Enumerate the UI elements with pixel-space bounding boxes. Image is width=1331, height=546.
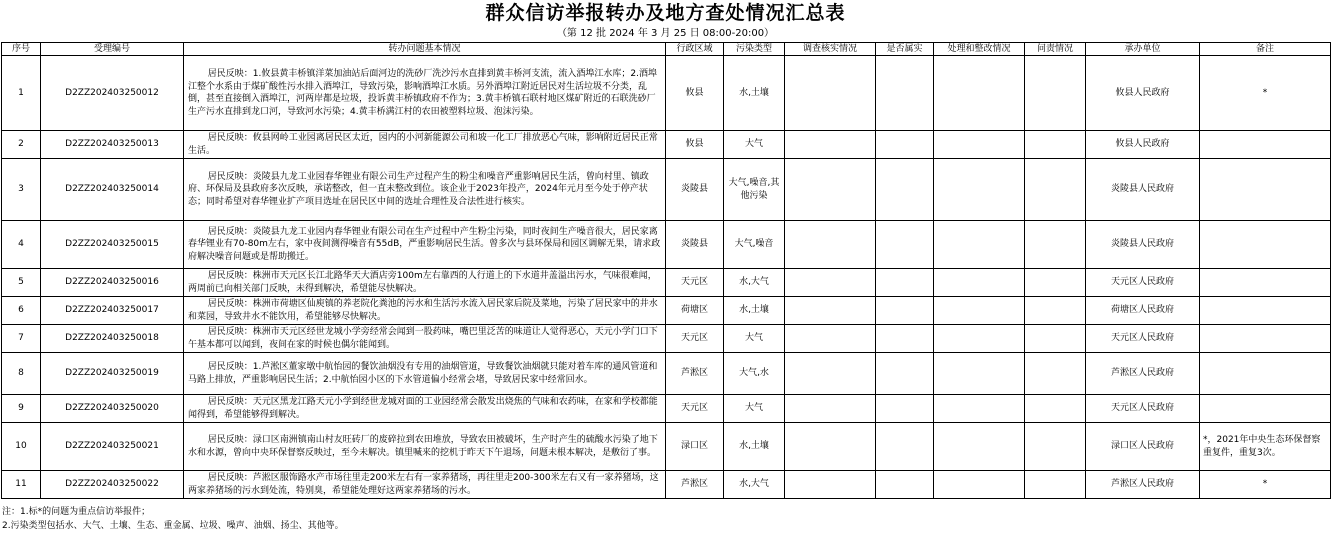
cell-investigation xyxy=(785,325,876,353)
cell-verified xyxy=(876,471,934,499)
cell-unit: 荷塘区人民政府 xyxy=(1086,297,1200,325)
cell-region: 荷塘区 xyxy=(666,297,724,325)
cell-verified xyxy=(876,423,934,471)
cell-investigation xyxy=(785,131,876,159)
cell-no: 9 xyxy=(2,395,41,423)
col-header-id: 受理编号 xyxy=(41,43,184,56)
cell-unit: 天元区人民政府 xyxy=(1086,325,1200,353)
cell-ptype: 水,土壤 xyxy=(724,423,785,471)
cell-id: D2ZZ202403250014 xyxy=(41,159,184,221)
cell-verified xyxy=(876,131,934,159)
cell-region: 攸县 xyxy=(666,131,724,159)
cell-investigation xyxy=(785,221,876,269)
cell-no: 2 xyxy=(2,131,41,159)
cell-no: 8 xyxy=(2,353,41,395)
table-row xyxy=(2,423,1331,471)
cell-investigation xyxy=(785,269,876,297)
cell-desc: 居民反映：渌口区南洲镇南山村友旺砖厂的废碎拉到农田堆放，导致农田被破坏，生产时产生的硫酸水污染了地下水和水源，曾向中央环保督察反映过，至今未解决。镇里喊来的挖机于昨天下午退场，问题未根本解决，是敷衍了事。 xyxy=(184,423,666,471)
cell-accountability xyxy=(1025,353,1086,395)
table-row xyxy=(2,221,1331,269)
col-header-unit: 承办单位 xyxy=(1086,43,1200,56)
cell-verified xyxy=(876,221,934,269)
cell-accountability xyxy=(1025,395,1086,423)
cell-remark: * xyxy=(1200,471,1331,499)
cell-investigation xyxy=(785,297,876,325)
cell-id: D2ZZ202403250015 xyxy=(41,221,184,269)
table-row xyxy=(2,325,1331,353)
cell-region: 攸县 xyxy=(666,56,724,131)
page-subtitle: （第 12 批 2024 年 3 月 25 日 08:00-20:00） xyxy=(556,28,775,39)
cell-desc: 居民反映：炎陵县九龙工业园内春华锂业有限公司在生产过程中产生粉尘污染，同时夜间生产噪音很大，居民家离春华锂业有70-80m左右，家中夜间测得噪音有55dB，严重影响居民生活。曾多次与县环保局和园区调解无果，请求政府解决噪音问题或是帮助搬迁。 xyxy=(184,221,666,269)
cell-handling xyxy=(934,471,1025,499)
cell-no: 6 xyxy=(2,297,41,325)
cell-handling xyxy=(934,423,1025,471)
cell-unit: 渌口区人民政府 xyxy=(1086,423,1200,471)
cell-investigation xyxy=(785,471,876,499)
cell-unit: 芦淞区人民政府 xyxy=(1086,353,1200,395)
cell-handling xyxy=(934,269,1025,297)
cell-desc: 居民反映：1.攸县黄丰桥镇洋菜加油站后面河边的洗砂厂洗沙污水直排到黄丰桥河支流，流入酒埠江水库；2.酒埠江整个水系由于煤矿酸性污水排入酒埠江，导致污染，影响酒埠江水质。另外酒埠江附近居民对生活垃圾不分类，乱倒，甚至直接倒入酒埠江，河两岸都是垃圾，投诉黄丰桥镇政府不作为；3.黄丰桥镇石联村地区煤矿附近的石联洗砂厂生产污水直排到龙口河，导致河水污染；4.黄丰桥满江村的农田被塑料垃圾、泡沫污染。 xyxy=(184,56,666,131)
cell-region: 天元区 xyxy=(666,269,724,297)
cell-id: D2ZZ202403250021 xyxy=(41,423,184,471)
cell-remark xyxy=(1200,269,1331,297)
cell-investigation xyxy=(785,353,876,395)
cell-investigation xyxy=(785,159,876,221)
col-header-handling: 处理和整改情况 xyxy=(934,43,1025,56)
table-row xyxy=(2,353,1331,395)
cell-unit: 炎陵县人民政府 xyxy=(1086,159,1200,221)
cell-ptype: 水,土壤 xyxy=(724,297,785,325)
cell-accountability xyxy=(1025,131,1086,159)
cell-handling xyxy=(934,221,1025,269)
col-header-region: 行政区域 xyxy=(666,43,724,56)
cell-remark xyxy=(1200,159,1331,221)
cell-desc: 居民反映：芦淞区服饰路水产市场往里走200米左右有一家养猪场，再往里走200-300米左右又有一家养猪场，这两家养猪场的污水到处流，特别臭，希望能处理好这两家养猪场的污水。 xyxy=(184,471,666,499)
cell-no: 3 xyxy=(2,159,41,221)
col-header-ptype: 污染类型 xyxy=(724,43,785,56)
cell-region: 炎陵县 xyxy=(666,159,724,221)
summary-table xyxy=(1,42,1331,499)
cell-id: D2ZZ202403250017 xyxy=(41,297,184,325)
cell-remark xyxy=(1200,221,1331,269)
cell-desc: 居民反映：株洲市天元区经世龙城小学旁经常会闻到一股药味，嘴巴里泛苦的味道让人觉得恶心，天元小学门口下午基本都可以闻到，夜间在家的时候也偶尔能闻到。 xyxy=(184,325,666,353)
cell-id: D2ZZ202403250020 xyxy=(41,395,184,423)
cell-verified xyxy=(876,56,934,131)
footnote-1: 注：1.标*的问题为重点信访举报件； xyxy=(2,507,151,517)
cell-ptype: 大气 xyxy=(724,395,785,423)
cell-accountability xyxy=(1025,56,1086,131)
cell-id: D2ZZ202403250018 xyxy=(41,325,184,353)
cell-verified xyxy=(876,159,934,221)
table-row xyxy=(2,159,1331,221)
cell-unit: 芦淞区人民政府 xyxy=(1086,471,1200,499)
cell-handling xyxy=(934,297,1025,325)
table-row xyxy=(2,471,1331,499)
cell-remark xyxy=(1200,297,1331,325)
cell-unit: 天元区人民政府 xyxy=(1086,269,1200,297)
cell-verified xyxy=(876,325,934,353)
cell-desc: 居民反映：株洲市荷塘区仙庾镇的养老院化粪池的污水和生活污水流入居民家后院及菜地，污染了居民家中的井水和菜园，导致井水不能饮用，希望能够尽快解决。 xyxy=(184,297,666,325)
cell-unit: 攸县人民政府 xyxy=(1086,56,1200,131)
cell-ptype: 水,大气 xyxy=(724,269,785,297)
cell-ptype: 水,土壤 xyxy=(724,56,785,131)
cell-verified xyxy=(876,353,934,395)
cell-ptype: 大气,噪音 xyxy=(724,221,785,269)
cell-handling xyxy=(934,56,1025,131)
table-row xyxy=(2,56,1331,131)
table-row xyxy=(2,131,1331,159)
cell-remark: * xyxy=(1200,56,1331,131)
cell-investigation xyxy=(785,395,876,423)
cell-handling xyxy=(934,131,1025,159)
cell-accountability xyxy=(1025,423,1086,471)
cell-accountability xyxy=(1025,471,1086,499)
page-title: 群众信访举报转办及地方查处情况汇总表 xyxy=(485,2,846,24)
cell-handling xyxy=(934,353,1025,395)
cell-desc: 居民反映：炎陵县九龙工业园春华锂业有限公司生产过程产生的粉尘和噪音严重影响居民生活，曾向村里、镇政府、环保局及县政府多次反映，承诺整改，但一直未整改到位。该企业于2023年投产，2024年元月至今处于停产状态；同时希望对春华锂业扩产项目选址在居民区中间的选址合理性及合法性进行核实。 xyxy=(184,159,666,221)
footnotes xyxy=(0,505,1331,533)
cell-no: 7 xyxy=(2,325,41,353)
cell-id: D2ZZ202403250012 xyxy=(41,56,184,131)
cell-region: 炎陵县 xyxy=(666,221,724,269)
table-row xyxy=(2,269,1331,297)
cell-unit: 炎陵县人民政府 xyxy=(1086,221,1200,269)
cell-id: D2ZZ202403250016 xyxy=(41,269,184,297)
cell-region: 渌口区 xyxy=(666,423,724,471)
cell-verified xyxy=(876,297,934,325)
cell-region: 芦淞区 xyxy=(666,471,724,499)
cell-id: D2ZZ202403250022 xyxy=(41,471,184,499)
table-header-row xyxy=(2,43,1331,56)
cell-investigation xyxy=(785,423,876,471)
col-header-no: 序号 xyxy=(2,43,41,56)
cell-desc: 居民反映：1.芦淞区董家墩中航怡园的餐饮油烟没有专用的油烟管道，导致餐饮油烟就只能对着车库的通风管道和马路上排放，严重影响居民生活；2.中航怡园小区的下水管道偏小经常会堵，导致居民家中经常回水。 xyxy=(184,353,666,395)
cell-desc: 居民反映：株洲市天元区长江北路华天大酒店旁100m左右靠西的人行道上的下水道井盖溢出污水，气味很难闻，两周前已向相关部门反映，未得到解决，希望能尽快解决。 xyxy=(184,269,666,297)
cell-accountability xyxy=(1025,269,1086,297)
cell-accountability xyxy=(1025,159,1086,221)
cell-ptype: 水,大气 xyxy=(724,471,785,499)
col-header-investigation: 调查核实情况 xyxy=(785,43,876,56)
cell-handling xyxy=(934,159,1025,221)
cell-handling xyxy=(934,395,1025,423)
cell-handling xyxy=(934,325,1025,353)
cell-remark xyxy=(1200,353,1331,395)
cell-no: 11 xyxy=(2,471,41,499)
cell-no: 5 xyxy=(2,269,41,297)
cell-accountability xyxy=(1025,221,1086,269)
cell-remark xyxy=(1200,131,1331,159)
col-header-accountability: 问责情况 xyxy=(1025,43,1086,56)
cell-region: 天元区 xyxy=(666,325,724,353)
footnote-2: 2.污染类型包括水、大气、土壤、生态、重金属、垃圾、噪声、油烟、扬尘、其他等。 xyxy=(2,521,344,531)
cell-no: 4 xyxy=(2,221,41,269)
cell-no: 10 xyxy=(2,423,41,471)
cell-id: D2ZZ202403250019 xyxy=(41,353,184,395)
cell-verified xyxy=(876,395,934,423)
table-row xyxy=(2,297,1331,325)
cell-desc: 居民反映：攸县网岭工业园离居民区太近，园内的小河新能源公司和坡一化工厂排放恶心气味，影响附近居民正常生活。 xyxy=(184,131,666,159)
cell-remark xyxy=(1200,325,1331,353)
cell-remark: *，2021年中央生态环保督察重复件，重复3次。 xyxy=(1200,423,1331,471)
cell-ptype: 大气 xyxy=(724,131,785,159)
cell-verified xyxy=(876,269,934,297)
col-header-verified: 是否属实 xyxy=(876,43,934,56)
cell-ptype: 大气,噪音,其他污染 xyxy=(724,159,785,221)
cell-desc: 居民反映：天元区黑龙江路天元小学到经世龙城对面的工业园经常会散发出烧焦的气味和农药味，在家和学校都能闻得到，希望能够得到解决。 xyxy=(184,395,666,423)
cell-accountability xyxy=(1025,297,1086,325)
table-row xyxy=(2,395,1331,423)
cell-unit: 攸县人民政府 xyxy=(1086,131,1200,159)
cell-remark xyxy=(1200,395,1331,423)
cell-accountability xyxy=(1025,325,1086,353)
cell-region: 芦淞区 xyxy=(666,353,724,395)
cell-ptype: 大气 xyxy=(724,325,785,353)
col-header-remark: 备注 xyxy=(1200,43,1331,56)
col-header-desc: 转办问题基本情况 xyxy=(184,43,666,56)
cell-ptype: 大气,水 xyxy=(724,353,785,395)
cell-no: 1 xyxy=(2,56,41,131)
cell-region: 天元区 xyxy=(666,395,724,423)
cell-investigation xyxy=(785,56,876,131)
cell-id: D2ZZ202403250013 xyxy=(41,131,184,159)
cell-unit: 天元区人民政府 xyxy=(1086,395,1200,423)
